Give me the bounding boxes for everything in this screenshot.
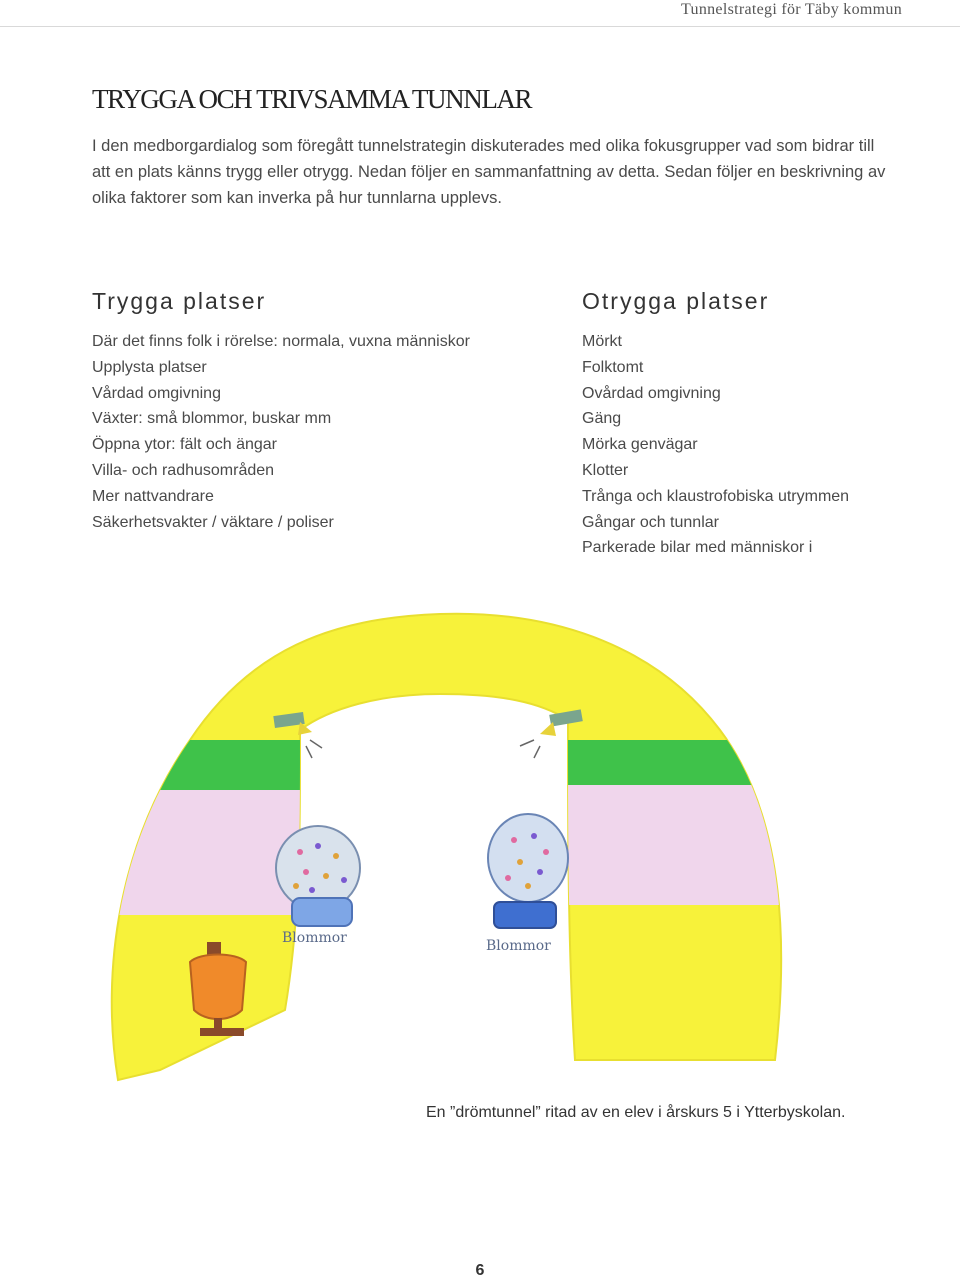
list-item: Ovårdad omgivning <box>582 384 721 402</box>
list-item: Villa- och radhusområden <box>92 461 275 479</box>
list-item: Vårdad omgivning <box>92 384 221 402</box>
green-band-right <box>565 740 795 785</box>
list-item: Trånga och klaustrofobiska utrymmen <box>582 487 850 505</box>
list-item: Folktomt <box>582 358 644 376</box>
list-item: Mörka genvägar <box>582 436 698 454</box>
intro-paragraph: I den medborgardialog som föregått tunnelstrategin diskuterades med olika fokusgrupper vad som bidrar till att en plats känns trygg eller otrygg. Nedan följer en sammanfattning av detta. Sedan följer en beskrivning av olika faktorer som kan inverka på hur tunnlarna upplevs. <box>92 137 886 207</box>
flower-globe-right-icon <box>488 814 568 928</box>
green-band-left <box>100 740 310 790</box>
pink-band-right <box>565 785 795 905</box>
page-title: TRYGGA OCH TRIVSAMMA TUNNLAR <box>92 84 532 114</box>
unsafe-places-heading: Otrygga platser <box>582 288 770 314</box>
list-item: Klotter <box>582 461 629 479</box>
list-item: Upplysta platser <box>92 358 207 376</box>
running-header <box>0 0 960 27</box>
list-item: Gäng <box>582 410 622 428</box>
list-item: Där det finns folk i rörelse: normala, vuxna människor <box>92 333 470 350</box>
drawing-caption: En ”drömtunnel” ritad av en elev i årskurs 5 i Ytterbyskolan. <box>426 1104 846 1121</box>
list-item: Säkerhetsvakter / väktare / poliser <box>92 513 334 531</box>
page-number: 6 <box>475 1262 485 1279</box>
safe-places-list <box>92 329 470 535</box>
list-item: Öppna ytor: fält och ängar <box>92 436 277 454</box>
safe-places-heading: Trygga platser <box>92 288 267 314</box>
list-item: Mer nattvandrare <box>92 487 214 505</box>
list-item: Mörkt <box>582 333 622 350</box>
dream-tunnel-drawing <box>0 590 960 1150</box>
list-item: Parkerade bilar med människor i <box>582 539 813 557</box>
list-item: Växter: små blommor, buskar mm <box>92 410 332 428</box>
running-header-title: Tunnelstrategi för Täby kommun <box>681 1 902 18</box>
flower-label-left: Blommor <box>282 930 347 946</box>
flower-label-right: Blommor <box>486 938 551 954</box>
list-item: Gångar och tunnlar <box>582 513 719 531</box>
unsafe-places-list <box>582 329 849 561</box>
